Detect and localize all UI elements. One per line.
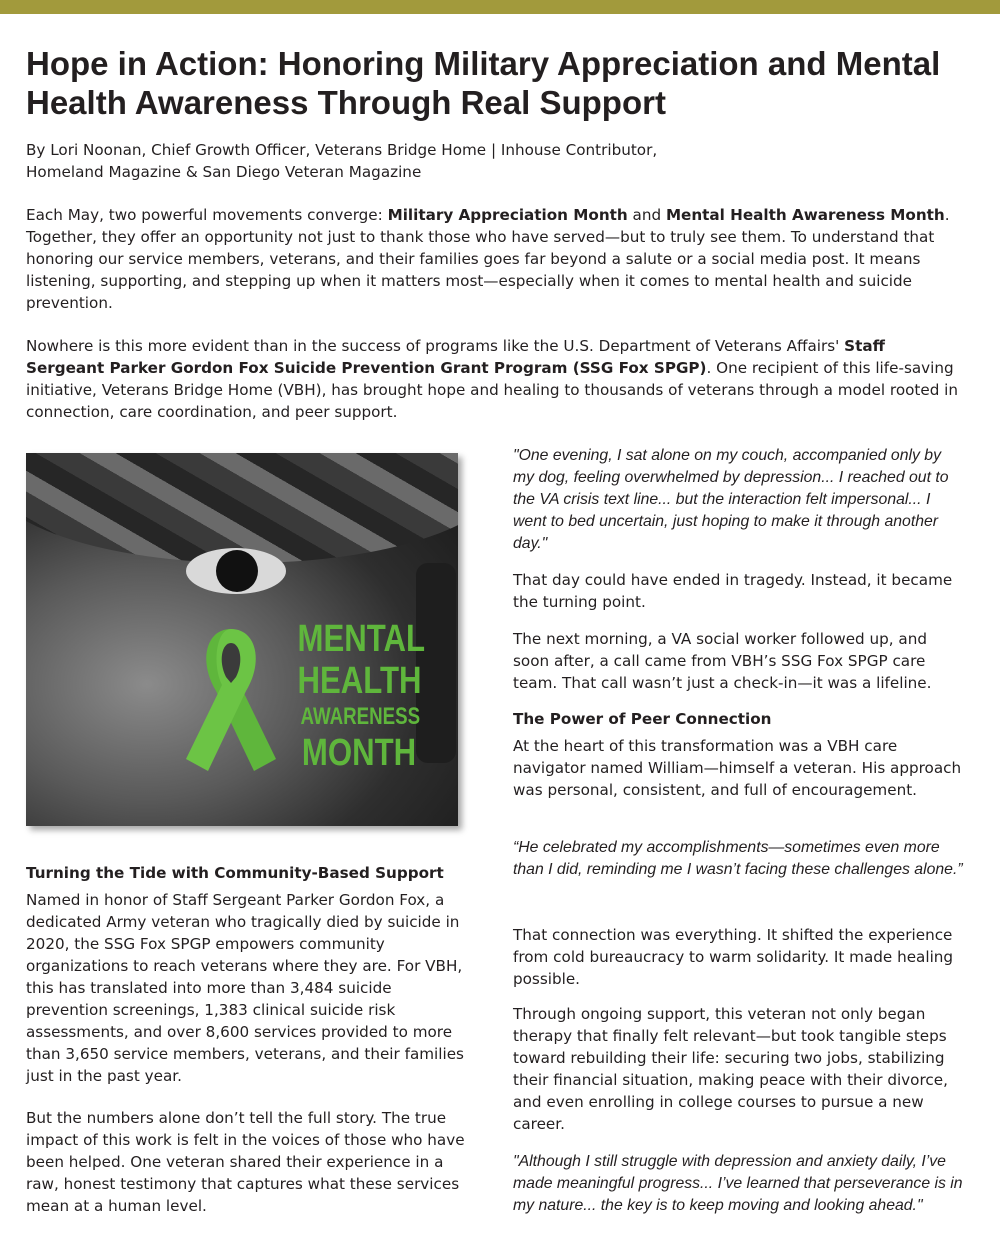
veteran-quote-2: “He celebrated my accomplishments—sometimes even more than I did, reminding me I wasn’t facing these challenges alone.” [513, 839, 963, 878]
byline-line-1: By Lori Noonan, Chief Growth Officer, Veterans Bridge Home | Inhouse Contributor, [26, 141, 658, 159]
intro1-text-e: . Together, they offer an opportunity not just to thank those who have served—but to truly see them. To understand that honoring our service members, veterans, and their families goes far beyond a salute or a social media post. It means listening, supporting, and stepping up when it matters most—especially when it comes to mental health and suicide prevention. [26, 206, 950, 312]
intro2-text-a: Nowhere is this more evident than in the success of programs like the U.S. Department of Veterans Affairs' [26, 337, 845, 355]
intro1-text-a: Each May, two powerful movements converge: [26, 206, 388, 224]
awareness-text-block [284, 618, 434, 774]
veteran-quote-3: "Although I still struggle with depression and anxiety daily, I’ve made meaningful progress... I’ve learned that perseverance is in my nature... the key is to keep moving and looking ahead." [513, 1153, 963, 1214]
top-accent-bar [0, 0, 1000, 14]
helmet-shape [26, 453, 458, 563]
right-paragraph-4: That connection was everything. It shifted the experience from cold bureaucracy to warm solidarity. It made healing possible. [513, 926, 954, 988]
byline-line-2: Homeland Magazine & San Diego Veteran Magazine [26, 163, 422, 181]
awareness-line-2: HEALTH [297, 660, 422, 702]
left-paragraph-1: Named in honor of Staff Sergeant Parker Gordon Fox, a dedicated Army veteran who tragically died by suicide in 2020, the SSG Fox SPGP empowers community organizations to reach veterans where they are. For VBH, this has translated into more than 3,484 suicide prevention screenings, 1,383 clinical suicide risk assessments, and over 8,600 services provided to more than 3,650 service members, veterans, and their families just in the past year. [26, 891, 464, 1085]
intro2-bold-program: Staff Sergeant Parker Gordon Fox Suicide Prevention Grant Program (SSG Fox SPGP) [26, 337, 885, 377]
veteran-quote-1: "One evening, I sat alone on my couch, accompanied only by my dog, feeling overwhelmed by depression... I reached out to the VA crisis text line... but the interaction felt impersonal... I went to bed uncertain, just hoping to make it through another day." [513, 447, 949, 552]
awareness-ribbon-icon [176, 621, 286, 781]
intro1-bold-military: Military Appreciation Month [387, 206, 628, 224]
article-title: Hope in Action: Honoring Military Appreciation and Mental Health Awareness Through Real Support [26, 45, 941, 121]
mental-health-awareness-image [26, 453, 458, 826]
intro-paragraph-2 [26, 335, 966, 423]
byline [26, 139, 926, 183]
intro2-text-c: . One recipient of this life-saving initiative, Veterans Bridge Home (VBH), has brought hope and healing to thousands of veterans through a model rooted in connection, care coordination, and peer support. [26, 359, 959, 421]
right-paragraph-3: At the heart of this transformation was a VBH care navigator named William—himself a veteran. His approach was personal, consistent, and full of encouragement. [513, 737, 962, 799]
right-paragraph-1: That day could have ended in tragedy. Instead, it became the turning point. [513, 571, 953, 611]
intro-paragraph-1 [26, 204, 966, 314]
awareness-line-4: MONTH [301, 732, 417, 774]
intro1-bold-mental-health: Mental Health Awareness Month [665, 206, 945, 224]
left-subheading: Turning the Tide with Community-Based Support [26, 864, 444, 882]
intro1-text-c: and [627, 206, 666, 224]
awareness-line-3: AWARENESS [300, 703, 421, 730]
right-paragraph-5: Through ongoing support, this veteran not only began therapy that finally felt relevant—but took tangible steps toward rebuilding their life: securing two jobs, stabilizing their financial situation, making peace with their divorce, and even enrolling in college courses to pursue a new career. [513, 1005, 948, 1133]
right-subheading: The Power of Peer Connection [513, 710, 772, 728]
right-paragraph-2: The next morning, a VA social worker followed up, and soon after, a call came from VBH’s SSG Fox SPGP care team. That call wasn’t just a check-in—it was a lifeline. [513, 630, 932, 692]
left-paragraph-2: But the numbers alone don’t tell the full story. The true impact of this work is felt in the voices of those who have been helped. One veteran shared their experience in a raw, honest testimony that captures what these services mean at a human level. [26, 1109, 465, 1215]
awareness-line-1: MENTAL [297, 618, 426, 660]
iris-shape [216, 550, 258, 592]
